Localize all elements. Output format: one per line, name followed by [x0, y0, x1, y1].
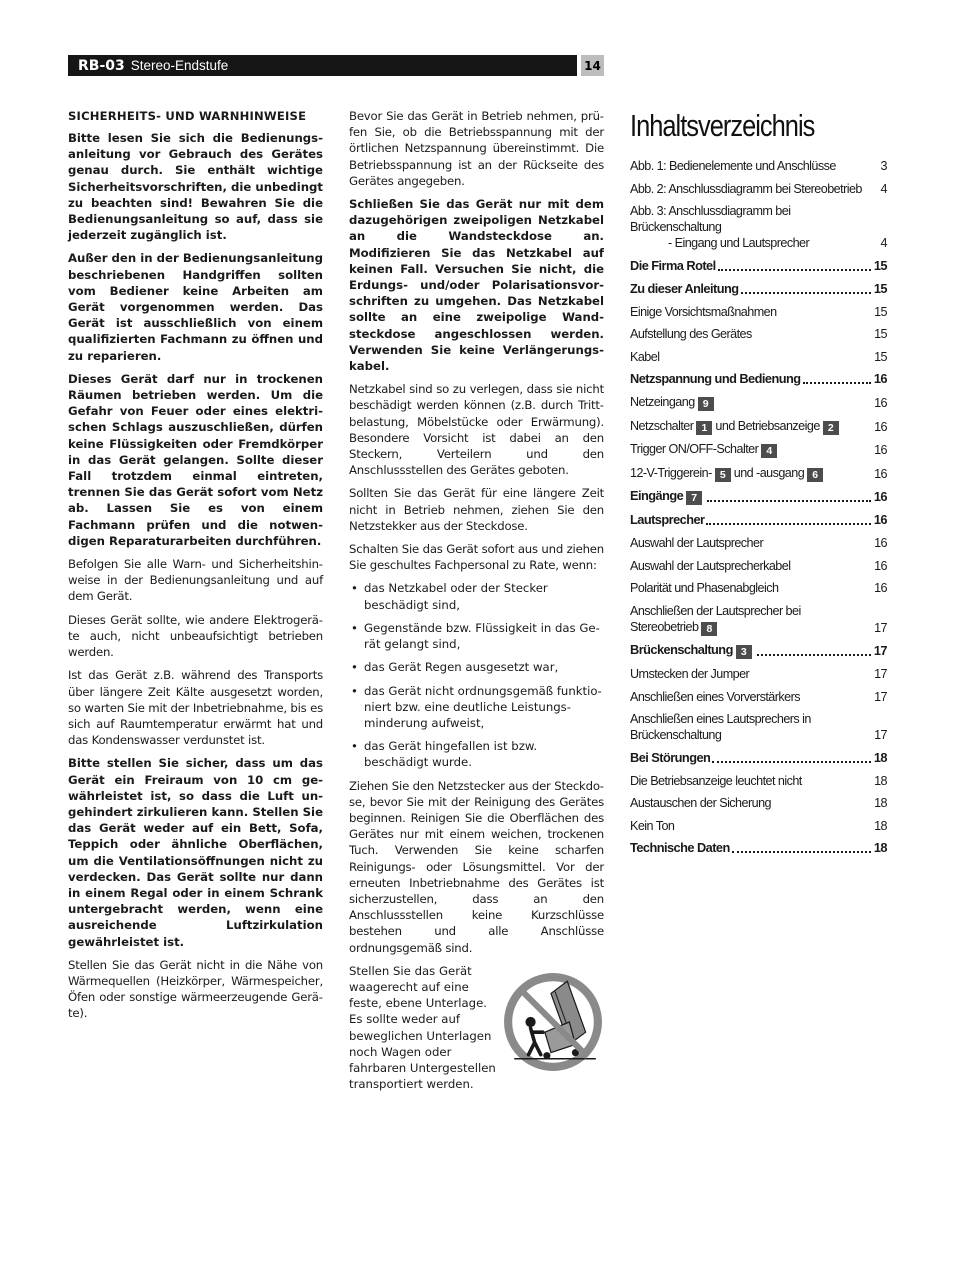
- toc-entry-page: 17: [874, 728, 887, 742]
- toc-entry-page: 18: [874, 796, 887, 810]
- toc-entry-page: 17: [874, 620, 887, 635]
- reference-number-badge: 8: [701, 622, 717, 636]
- toc-entry-label: Trigger ON/OFF-Schalter: [630, 442, 759, 456]
- safety-paragraph: Schließen Sie das Gerät nur mit dem dazugehörigen zweipoligen Netzkabel an die Wandsteckdose an. Modifizieren Sie das Netzkabel auf keinen Fall. Versuchen Sie nicht, die Erdungs- und/oder Polarisationsvorschriften zu umgehen. Das Netzkabel sollte an eine zweipolige Wandsteckdose angeschlossen werden. Verwenden Sie keine Verlängerungskabel.: [349, 197, 604, 374]
- header-bar: [68, 55, 577, 76]
- safety-paragraph: Stellen Sie das Gerät nicht in die Nähe von Wärmequellen (Heizkörper, Wärmespeicher, Öfen oder sonstige wärmeerzeugende Geräte).: [68, 957, 323, 1021]
- toc-entry[interactable]: [630, 535, 887, 551]
- toc-entry-label: Umstecken der Jumper: [630, 667, 750, 681]
- safety-column-2: [349, 108, 604, 1092]
- list-item: [349, 738, 604, 770]
- toc-entry-page: 3: [880, 159, 887, 173]
- toc-entry[interactable]: [630, 418, 887, 435]
- toc-entry-label: Technische Daten: [630, 840, 730, 855]
- toc-entry-label: Brückenschaltung: [630, 642, 733, 657]
- toc-entry[interactable]: [630, 304, 887, 320]
- toc-entry[interactable]: [630, 349, 887, 365]
- toc-entry-page: 18: [874, 773, 887, 788]
- reference-number-badge: 9: [698, 397, 714, 411]
- safety-paragraph: Dieses Gerät darf nur in trockenen Räumen betrieben werden. Um die Gefahr von Feuer oder eines elektrischen Schlags auszuschließen, dürfen keine Flüssigkeiten oder Fremdkörper in das Gerät gelangen. Sollte dieser Fall trotzdem einmal eintreten, trennen Sie das Gerät sofort vom Netz ab. Lassen Sie es von einem Fachmann prüfen und die notwendigen Reparaturarbeiten durchführen.: [68, 371, 323, 548]
- toc-entry-label: Aufstellung des Gerätes: [630, 327, 752, 341]
- toc-entry[interactable]: [630, 371, 887, 387]
- safety-paragraph: Bitte lesen Sie sich die Bedienungsanleitung vor Gebrauch des Gerätes genau durch. Sie enthält wichtige Sicherheitsvorschriften, die unbedingt zu beachten sind! Bewahren Sie die Bedienungsanleitung so auf, dass sie jederzeit zugänglich ist.: [68, 131, 323, 243]
- bullet-marker: •: [351, 683, 358, 698]
- reference-number-badge: 6: [807, 468, 823, 482]
- toc-entry-label: Abb. 2: Anschlussdiagramm bei Stereobetrieb: [630, 181, 862, 196]
- toc-dot-leader: [712, 761, 871, 763]
- toc-dot-leader: [718, 269, 871, 271]
- list-item-text: das Netzkabel oder der Stecker beschädigt sind,: [364, 581, 548, 612]
- list-item: [349, 683, 604, 732]
- safety-paragraph: Ist das Gerät z.B. während des Transports über längere Zeit Kälte ausgesetzt worden, so warten Sie mit der Inbetriebnahme, bis es sich auf Raumtemperatur erwärmt hat und das Kondenswasser verdunstet ist.: [68, 668, 323, 748]
- toc-entry[interactable]: [630, 158, 887, 174]
- toc-dot-leader: [706, 523, 871, 525]
- toc-entry-label: Netzeingang: [630, 395, 695, 409]
- toc-entry[interactable]: [630, 750, 887, 766]
- toc-entry-page: 17: [874, 667, 887, 681]
- placement-text: Stellen Sie das Gerät waagerecht auf eine feste, ebene Unterlage. Es sollte weder auf beweglichen Unterlagen noch Wagen oder fahrbaren Untergestellen transportiert werden.: [349, 963, 496, 1092]
- toc-entry-label: Auswahl der Lautsprecher: [630, 536, 764, 550]
- toc-entry-page: 16: [873, 371, 887, 386]
- toc-entry-label: Die Betriebsanzeige leuchtet nicht: [630, 773, 802, 788]
- toc-entry-page: 18: [873, 840, 887, 855]
- toc-entry-label: Kabel: [630, 349, 660, 364]
- toc-entry-label: Lautsprecher: [630, 512, 705, 527]
- toc-entry[interactable]: [630, 281, 887, 297]
- reference-number-badge: 2: [823, 421, 839, 435]
- toc-entry-label: Anschließen eines Lautsprechers in: [630, 712, 811, 726]
- toc-entry[interactable]: [630, 603, 887, 636]
- toc-entry[interactable]: [630, 465, 887, 482]
- document-subtitle: Stereo-Endstufe: [130, 58, 229, 73]
- list-item-text: Gegenstände bzw. Flüssigkeit in das Gerät gelangt sind,: [364, 620, 600, 652]
- toc-entry[interactable]: [630, 840, 887, 856]
- list-item: [349, 620, 604, 652]
- warning-bullet-list: [349, 580, 604, 770]
- safety-paragraph: Außer den in der Bedienungsanleitung beschriebenen Handgriffen sollten vom Bediener keine Arbeiten am Gerät vorgenommen werden. Das Gerät ist ausschließlich von einem qualifizierten Fachmann zu öffnen und zu reparieren.: [68, 251, 323, 363]
- toc-entry-page: 16: [873, 489, 887, 504]
- toc-entry-page: 16: [874, 466, 887, 481]
- toc-entry[interactable]: [630, 203, 887, 251]
- toc-entry-label: Kein Ton: [630, 818, 675, 833]
- toc-entry-label-continued: Brückenschaltung: [630, 728, 722, 742]
- toc-entry-label: Austauschen der Sicherung: [630, 796, 771, 810]
- safety-paragraph: Schalten Sie das Gerät sofort aus und ziehen Sie geschultes Fachpersonal zu Rate, wenn:: [349, 542, 604, 573]
- toc-entry[interactable]: [630, 181, 887, 197]
- toc-entry-label: 12-V-Triggerein-: [630, 465, 712, 480]
- page-number: 14: [581, 55, 604, 76]
- reference-number-badge: 3: [736, 645, 752, 659]
- toc-entry-label: Netzspannung und Bedienung: [630, 371, 801, 386]
- toc-entry-label-part: und Betriebsanzeige: [715, 418, 820, 433]
- cart-tip-over-warning-icon: [502, 971, 604, 1073]
- toc-entry[interactable]: [630, 258, 887, 274]
- reference-number-badge: 1: [696, 421, 712, 435]
- toc-entry-page: 15: [874, 349, 887, 364]
- toc-entry-page: 15: [874, 304, 887, 319]
- toc-entry[interactable]: [630, 441, 887, 458]
- safety-paragraph: Bitte stellen Sie sicher, dass um das Gerät ein Freiraum von 10 cm gewährleistet ist, so dass die Luft ungehindert zirkulieren kann. Stellen Sie das Gerät weder auf ein Bett, Sofa, Teppich oder ähnliche Oberflächen, um die Ventilationsöffnungen nicht zu verdecken. Das Gerät sollte nur dann in einem Regal oder in einem Schrank untergebracht werden, wenn eine ausreichende Luftzirkulation gewährleistet ist.: [68, 756, 323, 949]
- reference-number-badge: 4: [761, 444, 777, 458]
- toc-entry-label: Zu dieser Anleitung: [630, 280, 739, 296]
- toc-entry-label: Auswahl der Lautsprecherkabel: [630, 558, 791, 573]
- toc-entry-page: 16: [874, 443, 887, 457]
- toc-entry[interactable]: [630, 580, 887, 596]
- toc-entry-page: 16: [874, 558, 887, 573]
- safety-paragraph: Befolgen Sie alle Warn- und Sicherheitshinweise in der Bedienungsanleitung und auf dem Gerät.: [68, 557, 323, 604]
- table-of-contents: [630, 100, 887, 863]
- bullet-marker: •: [351, 739, 358, 754]
- toc-entry-page: 18: [874, 818, 887, 833]
- toc-list: [630, 158, 887, 856]
- toc-entry[interactable]: [630, 795, 887, 811]
- toc-entry-label: Abb. 3: Anschlussdiagramm bei Brückenschaltung: [630, 204, 791, 234]
- toc-entry-label: Polarität und Phasenabgleich: [630, 581, 779, 595]
- toc-entry-label: Die Firma Rotel: [630, 257, 716, 273]
- toc-entry[interactable]: [630, 558, 887, 574]
- toc-dot-leader: [732, 851, 871, 853]
- toc-dot-leader: [707, 500, 871, 502]
- toc-entry-label: Anschließen der Lautsprecher bei: [630, 603, 801, 618]
- toc-dot-leader: [741, 292, 871, 294]
- safety-paragraph: Dieses Gerät sollte, wie andere Elektrogeräte auch, nicht unbeaufsichtigt betrieben werden.: [68, 612, 323, 660]
- toc-entry[interactable]: [630, 818, 887, 834]
- toc-entry[interactable]: [630, 394, 887, 411]
- page-header: [68, 55, 604, 76]
- toc-entry-label: Abb. 1: Bedienelemente und Anschlüsse: [630, 159, 836, 173]
- toc-entry-label: Netzschalter: [630, 418, 694, 433]
- toc-dot-leader: [803, 382, 871, 384]
- list-item-text: das Gerät nicht ordnungsgemäß funktioniert bzw. eine deutliche Leistungsminderung aufweist,: [364, 683, 602, 730]
- bullet-marker: •: [351, 620, 358, 635]
- toc-entry-page: 15: [874, 327, 887, 341]
- toc-entry[interactable]: [630, 642, 887, 659]
- safety-heading: SICHERHEITS- UND WARNHINWEISE: [68, 109, 307, 123]
- bullet-marker: •: [351, 581, 358, 596]
- safety-paragraph: Sollten Sie das Gerät für eine längere Zeit nicht in Betrieb nehmen, ziehen Sie den Netzstekker aus der Steckdose.: [349, 486, 604, 533]
- toc-entry-page: 18: [873, 749, 887, 765]
- safety-column-1: [68, 108, 323, 1029]
- toc-entry-label: Einige Vorsichtsmaßnahmen: [630, 304, 777, 319]
- toc-entry-page: 15: [873, 257, 887, 273]
- toc-entry-label: Eingänge: [630, 488, 684, 503]
- toc-entry-label-continued: - Eingang und Lautsprecher: [668, 236, 810, 250]
- toc-entry-label-part: und -ausgang: [733, 465, 805, 480]
- toc-entry-page: 16: [874, 419, 887, 434]
- toc-entry[interactable]: [630, 326, 887, 342]
- placement-note: [349, 963, 604, 1093]
- toc-entry-page: 15: [873, 280, 887, 296]
- list-item-text: das Gerät hingefallen ist bzw. beschädigt wurde.: [364, 739, 538, 770]
- toc-entry-page: 16: [874, 396, 887, 410]
- toc-title: Inhaltsverzeichnis: [630, 108, 815, 143]
- toc-entry-page: 4: [880, 236, 887, 250]
- reference-number-badge: 5: [715, 468, 731, 482]
- toc-entry[interactable]: [630, 711, 887, 743]
- toc-dot-leader: [757, 654, 871, 656]
- toc-entry-label: Anschließen eines Vorverstärkers: [630, 689, 800, 704]
- list-item-text: das Gerät Regen ausgesetzt war,: [364, 660, 559, 675]
- list-item: [349, 659, 604, 675]
- toc-entry-page: 17: [873, 643, 887, 658]
- toc-entry[interactable]: [630, 773, 887, 789]
- toc-entry-page: 17: [874, 689, 887, 704]
- bullet-marker: •: [351, 660, 358, 675]
- toc-entry[interactable]: [630, 512, 887, 528]
- model-name: RB-03: [78, 57, 125, 74]
- safety-paragraph: Bevor Sie das Gerät in Betrieb nehmen, prüfen Sie, ob die Betriebsspannung mit der örtlichen Netzspannung übereinstimmt. Die Betriebsspannung ist an der Rückseite des Gerätes angegeben.: [349, 109, 604, 188]
- toc-entry[interactable]: [630, 666, 887, 682]
- toc-entry-page: 16: [874, 581, 887, 595]
- safety-paragraph: Ziehen Sie den Netzstecker aus der Steckdose, bevor Sie mit der Reinigung des Gerätes beginnen. Reinigen Sie die Oberflächen des Gerätes nur mit einem weichen, trockenen Tuch. Verwenden Sie keine scharfen Reinigungs- oder Lösungsmittel. Vor der erneuten Inbetriebnahme des Gerätes ist sicherzustellen, dass an den Anschlussstellen keine Kurzschlüsse bestehen und alle Anschlüsse ordnungsgemäß sind.: [349, 778, 604, 955]
- toc-entry-page: 16: [873, 512, 887, 527]
- toc-entry[interactable]: [630, 488, 887, 505]
- toc-entry-label: Bei Störungen: [630, 749, 711, 765]
- list-item: [349, 580, 604, 612]
- toc-entry-label-continued: Stereobetrieb: [630, 619, 699, 634]
- safety-paragraph: Netzkabel sind so zu verlegen, dass sie nicht beschädigt werden können (z.B. durch Trittbelastung, Möbelstücke oder Erwärmung). Besondere Vorsicht ist dabei an den Steckern, Verteilern und den Anschlussstellen des Gerätes geboten.: [349, 382, 604, 478]
- toc-entry[interactable]: [630, 689, 887, 705]
- reference-number-badge: 7: [686, 491, 702, 505]
- toc-entry-page: 4: [880, 181, 887, 196]
- toc-entry-page: 16: [874, 536, 887, 550]
